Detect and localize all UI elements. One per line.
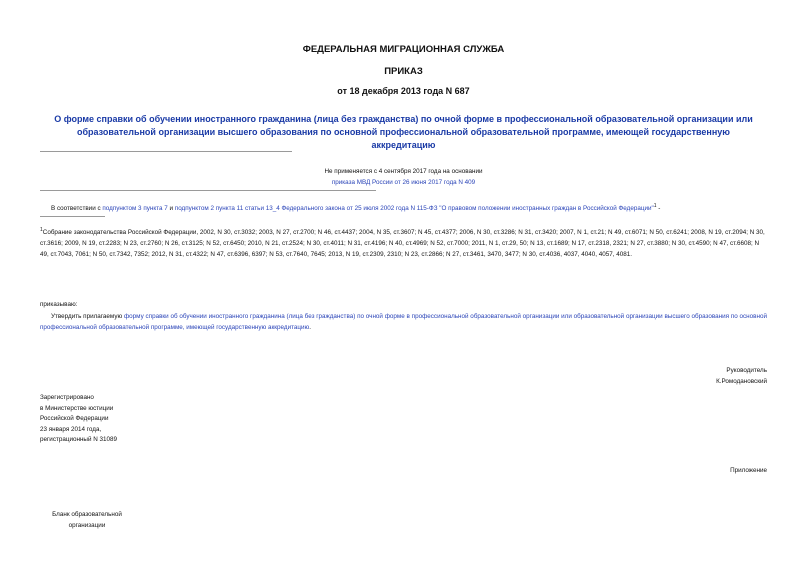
blank-line-1: Бланк образовательной: [52, 511, 122, 518]
notice-link[interactable]: приказа МВД России от 26 июня 2017 года N 409: [331, 179, 476, 186]
preamble-tail: -: [656, 205, 661, 213]
signer-role: Руководитель: [726, 367, 767, 374]
preamble-lead: В соответствии с: [51, 205, 103, 213]
registration-line: 23 января 2014 года,: [40, 425, 102, 433]
registration-block: [40, 393, 117, 446]
notice-text: Не применяется с 4 сентября 2017 года на основании: [324, 168, 483, 175]
blank-label: [40, 510, 134, 531]
preamble-link-law[interactable]: подпунктом 2 пункта 11 статьи 13_4 Федерального закона от 25 июля 2002 года N 115-ФЗ "О правовом положении иностранных граждан в Российской Федерации": [174, 205, 654, 213]
approve-paragraph: [40, 311, 767, 333]
order-word: приказываю:: [40, 301, 78, 308]
notice-rule: [40, 190, 376, 191]
appendix-label: Приложение: [730, 467, 767, 474]
preamble-and: и: [167, 205, 175, 213]
document-date-number: от 18 декабря 2013 года N 687: [337, 86, 470, 96]
footnote-ref: 1: [653, 203, 657, 209]
preamble-paragraph: [51, 203, 660, 212]
signer-name: К.Ромодановский: [716, 378, 767, 385]
signature-block: [716, 365, 767, 387]
preamble-link-subclause[interactable]: подпунктом 3 пункта 7: [102, 205, 168, 213]
registration-line: в Министерстве юстиции: [40, 404, 114, 412]
registration-line: Зарегистрировано: [40, 394, 94, 401]
document-title[interactable]: О форме справки об обучении иностранного гражданина (лица без гражданства) по очной форме в профессиональной образовательной организации или образовательной организации высшего образования по основной профессиональной образовательной программе, имеющей государственную аккредитацию: [54, 114, 753, 150]
registration-line: Российской Федерации: [40, 415, 109, 422]
approve-end: .: [309, 324, 312, 331]
approve-lead: Утвердить прилагаемую: [51, 313, 124, 320]
blank-line-2: организации: [68, 521, 106, 529]
footnote-mark: 1: [40, 227, 43, 233]
validity-notice: [0, 166, 807, 188]
footnote-rule: [40, 216, 105, 217]
registration-line: регистрационный N 31089: [40, 436, 118, 443]
approve-form-link[interactable]: форму справки об обучении иностранного гражданина (лица без гражданства) по очной форме в профессиональной образовательной организации или образовательной организации высшего образования по основной профессиональной образовательной программе, имеющей государственную аккредитацию: [40, 313, 767, 331]
agency-name: ФЕДЕРАЛЬНАЯ МИГРАЦИОННАЯ СЛУЖБА: [302, 44, 505, 55]
top-rule: [40, 151, 292, 152]
footnote-text: Собрание законодательства Российской Федерации, 2002, N 30, ст.3032; 2003, N 27, ст.2700; N 46, ст.4437; 2004, N 35, ст.3607; N 45, ст.4377; 2006, N 30, ст.3286; N 31, ст.3420; 2007, N 1, ст.21; N 49, ст.6071; N 50, ст.6241; 2008, N 19, ст.2094; N 30, ст.3616; 2009, N 19, ст.2283; N 23, ст.2760; N 26, ст.3125; N 52, ст.6450; 2010, N 21, ст.2524; N 30, ст.4011; N 31, ст.4196; N 40, ст.4969; N 52, ст.7000; 2011, N 1, ст.29, 50; N 13, ст.1689; N 17, ст.2318, 2321; N 27, ст.3880; N 30, ст.4590; N 47, ст.6608; N 49, ст.7043, 7061; N 50, ст.7342, 7352; 2012, N 31, ст.4322; N 47, ст.6396, 6397; N 53, ст.7640, 7645; 2013, N 19, ст.2309, 2310; N 23, ст.2866; N 27, ст.3461, 3470, 3477; N 30, ст.4036, 4037, 4040, 4057, 4081.: [40, 229, 765, 259]
footnote: [40, 225, 767, 260]
document-type: ПРИКАЗ: [384, 66, 423, 77]
